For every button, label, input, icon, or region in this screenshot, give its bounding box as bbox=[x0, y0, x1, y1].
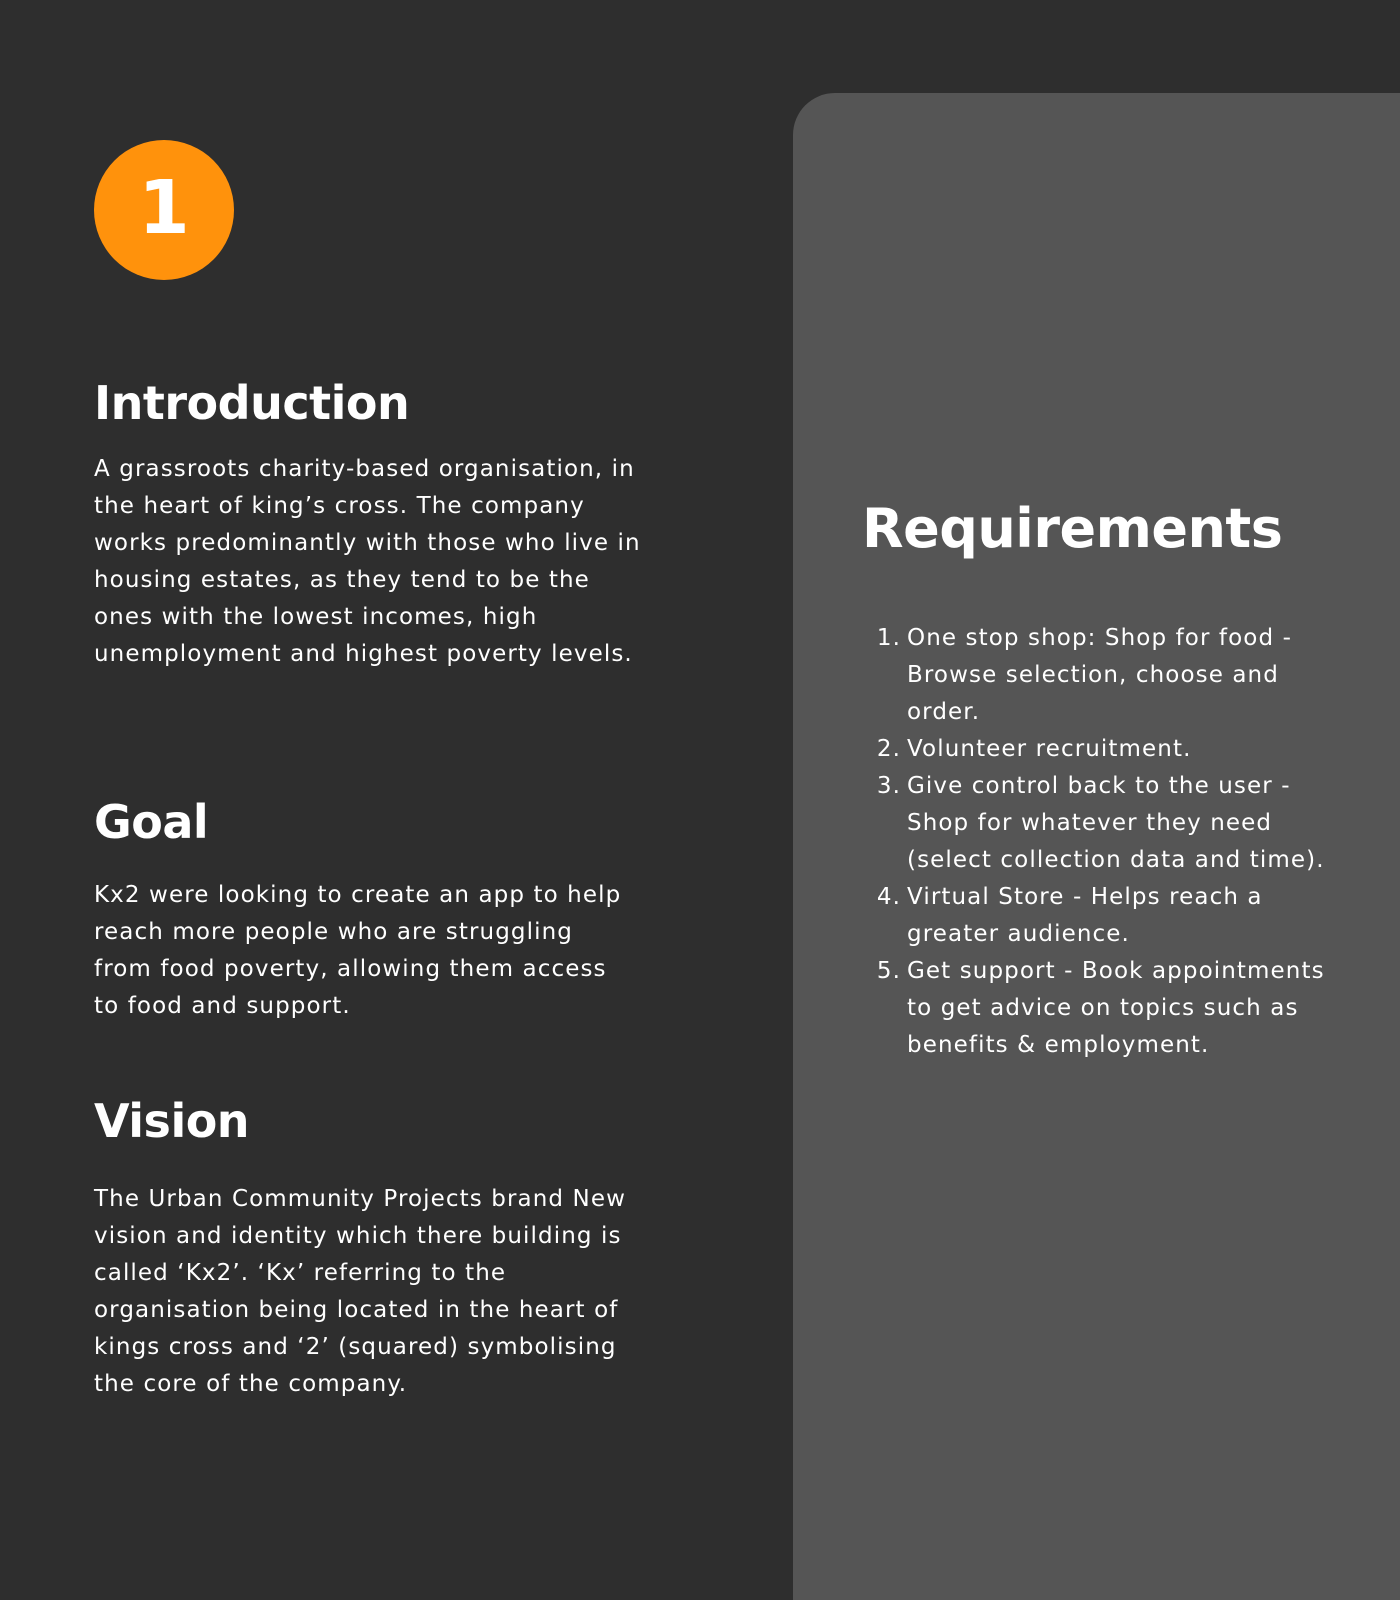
vision-body: The Urban Community Projects brand New vision and identity which there building is called ‘Kx2’. ‘Kx’ referring to the organisation being located in the heart of kings cross and ‘2’ (squared) symbolising the core of the company. bbox=[94, 1186, 626, 1397]
requirement-item bbox=[862, 620, 1332, 731]
requirement-item bbox=[862, 953, 1332, 1064]
requirement-number: 5. bbox=[876, 958, 901, 984]
goal-body: Kx2 were looking to create an app to help reach more people who are struggling from food poverty, allowing them access to food and support. bbox=[94, 882, 622, 1019]
requirement-text: Give control back to the user - Shop for whatever they need (select collection data and time). bbox=[907, 773, 1325, 873]
requirements-panel bbox=[793, 93, 1400, 1600]
vision-heading: Vision bbox=[94, 1094, 250, 1148]
requirement-text: One stop shop: Shop for food - Browse selection, choose and order. bbox=[907, 625, 1292, 725]
requirement-text: Virtual Store - Helps reach a greater audience. bbox=[907, 884, 1263, 947]
requirement-item bbox=[862, 768, 1332, 879]
introduction-heading: Introduction bbox=[94, 376, 410, 430]
goal-heading: Goal bbox=[94, 795, 209, 849]
requirement-text: Get support - Book appointments to get advice on topics such as benefits & employment. bbox=[907, 958, 1325, 1058]
requirement-item bbox=[862, 731, 1332, 768]
introduction-body: A grassroots charity-based organisation, in the heart of king’s cross. The company works predominantly with those who live in housing estates, as they tend to be the ones with the lowest incomes, high unemployment and highest poverty levels. bbox=[94, 456, 641, 667]
step-number: 1 bbox=[138, 165, 190, 251]
requirement-number: 3. bbox=[876, 773, 901, 799]
requirements-heading: Requirements bbox=[862, 497, 1283, 560]
requirements-list bbox=[862, 620, 1332, 1064]
requirement-text: Volunteer recruitment. bbox=[907, 736, 1192, 762]
requirement-number: 2. bbox=[876, 736, 901, 762]
requirement-item bbox=[862, 879, 1332, 953]
requirement-number: 4. bbox=[876, 884, 901, 910]
requirement-number: 1. bbox=[876, 625, 901, 651]
step-number-badge bbox=[94, 140, 234, 280]
